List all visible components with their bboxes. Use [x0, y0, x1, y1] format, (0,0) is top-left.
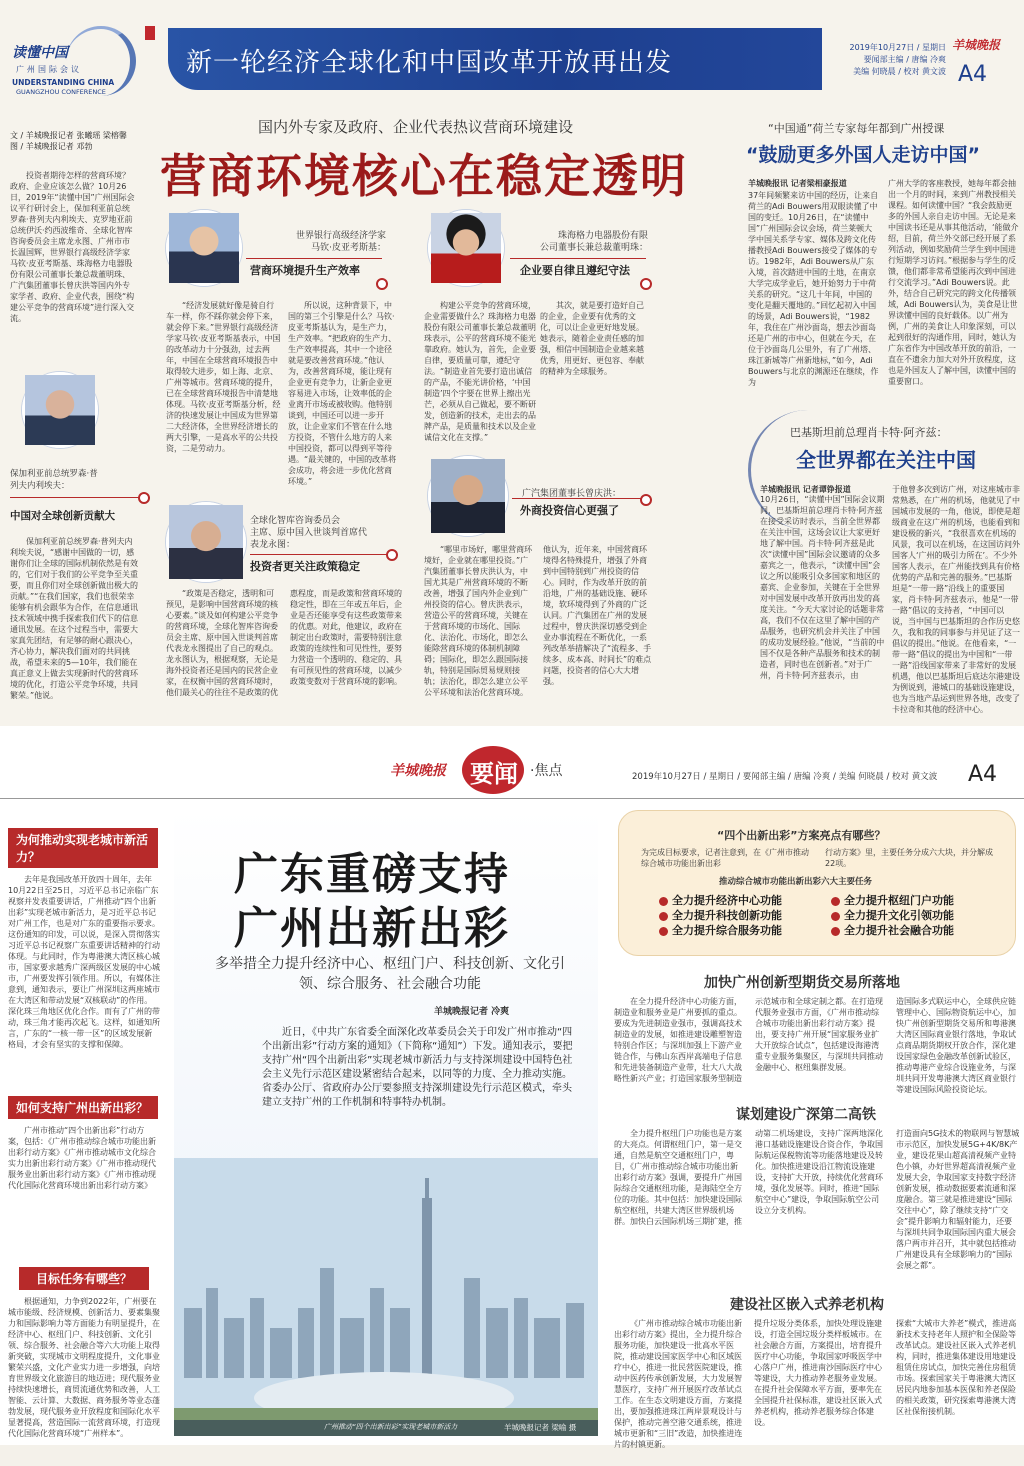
- speaker2-name: [508, 230, 648, 254]
- tower-top-icon: [425, 1178, 429, 1200]
- top-meta: [826, 42, 946, 78]
- banner-title: 新一轮经济全球化和中国改革开放再出发: [186, 48, 673, 78]
- top-byline-l2: 图 / 羊城晚报记者 邓勃: [10, 142, 93, 151]
- bullet-icon: [831, 897, 840, 906]
- speaker2-quote: 企业要自律且遵纪守法: [520, 264, 630, 277]
- speaker2-rule: [510, 258, 646, 259]
- sec2-title: 谋划建设广深第二高铁: [736, 1107, 876, 1123]
- top-meta-art: 美编 何晓晨 / 校对 黄文波: [853, 67, 946, 76]
- speaker1-quote: 营商环境提升生产效率: [250, 264, 360, 277]
- bullet-icon: [831, 927, 840, 936]
- top-col6: “哪里市场好，哪里营商环境好，企业就在哪里投资。”广汽集团董事长曾庆洪认为，中国尤其是广州营商环境的不断改善，增强了国内外企业到广州投资的信心。曾庆洪表示，营造公平的营商环境，关键在于营商环境的市场化、国际化、法治化、市场化，即怎么能除营商环境的体制机制障碍；国际化，即怎么跟国际接轨，特别是国际贸易规则接轨；法治化，即怎么建立公平公平环境和法治化营商环境。他认为，近年来，中国营商环境得名特殊提升，增强了外商到中国特别到广州投资的信心。同时，作为改革开放的前沿地，广州的基础设施、硬环境，软环境得到了外商的广泛认同。广汽集团在广州的发展过程中，曾庆洪深切感受到企业办事流程在不断优化，一系列改革举措解决了“流程多、手续多、成本高、时间长”的难点问题，投资者的信心大大增强。: [424, 545, 652, 697]
- speaker3-name-l2: 列夫内利埃夫：: [10, 481, 70, 491]
- speaker4-name-l1: 全球化智库咨询委员会: [250, 516, 341, 526]
- conference-logo: [6, 22, 156, 102]
- bullet-icon: [659, 897, 668, 906]
- bottom-subtitle: 多举措全力提升经济中心、枢纽门户、科技创新、文化引领、综合服务、社会融合功能: [215, 956, 565, 992]
- right-kicker: “中国通”荷兰专家每年都到广州授课: [768, 122, 945, 135]
- top-col4: 其次，就是要打造好自己的企业，企业要有优秀的文化，可以让企业更好地发展。她表示，随着企业责任感的加强，相信中国制造企业越来越优秀，用更好、更包容、奉献的精神为全球服务。: [540, 301, 644, 376]
- speaker4-face-icon: [169, 505, 243, 579]
- logo-en2: GUANGZHOU CONFERENCE: [16, 88, 106, 96]
- section-badge: [462, 746, 524, 794]
- highlights-a-right: 行动方案》里，主要任务分成六大块，并分解成22项。: [825, 848, 993, 868]
- sec3-text2: 提升垃圾分类体系，加快处理设施建设，打造全国垃圾分类样板城市。在社会融合方面，方案提出，培育提升医疗中心功能，争取国家呼吸医学中心落户广州，推进南沙国际医疗中心等建设，大力推动养老服务业发展。在提升社会保障水平方面，要率先在全国提升社保标准，建设社区嵌入式养老机构，推动养老服务综合体建设。: [754, 1319, 882, 1427]
- sidebar: [8, 828, 160, 1438]
- speaker3-quote: 中国对全球创新贡献大: [10, 510, 115, 522]
- right-byline: 羊城晚报讯 记者梁相豪报道: [748, 179, 847, 188]
- speaker4-name: [250, 515, 400, 551]
- sec3-title: 建设社区嵌入式养老机构: [730, 1297, 884, 1313]
- sec2-text: 全力提升枢纽门户功能也是方案的大亮点。何谓枢纽门户，第一是交通，自然是航空交通枢纽门户，粤目，《广州市推动综合城市功能出新出彩行动方案》强调，要提升广州国际综合交通枢纽功能，是海陆空全方位的功能。其中包括：加快建设国际航空枢纽，共建大湾区世界级机场群。加快白云国际机场三期扩建，推动第二机场建设，支持广深两地深化港口基础设施建设合资合作，争取国际航运保税物流等功能落地建设及转化。加快推进建设沿江物流设施建设，支持扩大开放，持续优化营商环境，强化发展等。同时，推进“国际航空中心”建设，争取国际航空公司设立分支机构。: [614, 1129, 883, 1226]
- logo-en1: UNDERSTANDING CHINA: [12, 78, 115, 87]
- top-col3: 构建公平竞争的营商环境，企业需要做什么？珠海格力电器股份有限公司董事长兼总裁董明珠表示，公平的营商环境不能光靠政府。她认为，首先，企业要自律，要质量可靠，遵纪守法。“制造业首先要打造出诚信的产品，不能光讲价格，‘中国制造’四个字要在世界上擦出光芒，必须从自己做起，要不断研发，创造新的技术，走出去的品牌产品，是质量和技术以及企业诚信文化在支撑。”: [424, 301, 536, 442]
- sidebar-text2: 广州市推动“四个出新出彩”行动方案，包括：《广州市推动综合城市功能出新出彩行动方案》《广州市推动城市文化综合实力出新出彩行动方案》《广州市推动现代服务业出新出彩行动方案》《广州市推动现代化国际化营商环境出新出彩行动方案》: [8, 1126, 156, 1190]
- task-text: 全力提升科技创新功能: [672, 909, 782, 922]
- speaker5-dot-icon: [640, 494, 652, 506]
- speaker3-name: [10, 468, 140, 492]
- speaker4-quote: 投资者更关注政策稳定: [250, 560, 360, 573]
- top-col2: 所以说，这种背景下，中国的第三个引擎是什么？马钦·皮亚考斯基认为，是生产力，生产效率。“把政府的生产力、生产效率提高，其中一个途径就是要改善营商环境。”他认为，改善营商环境，能让现有企业更有竞争力，让新企业更容易进入市场，让效率低的企业离开市场或被收购。他特别谈到，中国还可以进一步开放，让企业家们不管在什么地方投资，不管什么地方的人来中国投资，都可以得到平等待遇。“最关键的，中国的改革将会成功，将会进一步优化营商环境。”: [288, 301, 397, 486]
- top-byline: [10, 130, 160, 152]
- sec1-text2: 造国际多式联运中心，全球供应链管理中心、国际物资航运中心，加快广州创新型期货交易所和粤港澳大湾区国际商业银行落地，争取试点商品期货期权开放合作，深化建设国家绿色金融改革创新试验区，推动粤港产业综合设施业务，与深圳共同开发粤港澳大湾区商业银行等建设国际风险投资论坛。: [896, 997, 1016, 1094]
- speaker2-name-l1: 珠海格力电器股份有限: [557, 231, 648, 241]
- sidebar-head2: 如何支持广州出新出彩？: [8, 1096, 158, 1119]
- task-item: [659, 893, 827, 908]
- speaker3-name-l1: 保加利亚前总统罗森·普: [10, 469, 98, 479]
- top-meta-date: 2019年10月27日 / 星期日: [849, 43, 946, 52]
- sec2-text2: 打造面向5G技术的物联网与智慧城市示范区，加快发展5G+4K/8K产业，建设花果山超高清视频产业特色小镇，办好世界超高清视频产业发展大会，争取国家支持数字经济创新发展，推动数据要素流通和深度融合。第三就是推进建设“国际交往中心”，除了继续支持“广交会”提升影响力和辐射能力，还要与深圳共同争取国际国内重大展会落户两市并召开，其中就包括推动广州建设具有全球影响力的“国际会展之都”。: [896, 1129, 1020, 1270]
- right-kicker2: 巴基斯坦前总理肖卡特·阿齐兹：: [790, 426, 948, 439]
- highlights-task-title: 推动综合城市功能出新出彩六大主要任务: [719, 877, 873, 887]
- top-col5: “政策是否稳定，透明和可预见，是影响中国营商环境的核心要素。”谈及如何构建公平竞争的营商环境，全球化智库咨询委员会主席、原中国入世谈判首席代表龙永图提出了自己的观点。龙永图认为，根据观察，无论是海外投资者还是国内的民营企业家，在权衡中国的营商环境时，他们最关心的往往不是政策的优惠程度，而是政策和营商环境的稳定性，即在三年或五年后，企业是否还能享受有这些政策带来的优惠。对此，他建议，政府在制定出台政策时，需要特别注意政策的连续性和可见性性，要努力营造一个透明的、稳定的、具有可预见性的营商环境，以减少政策变数对于营商环境的影响。: [166, 589, 402, 697]
- speaker5-face-icon: [431, 459, 505, 533]
- speaker4-photo: [166, 502, 246, 582]
- task-item: [831, 908, 999, 923]
- speaker5-quote: 外商投资信心更强了: [520, 504, 619, 517]
- photo-caption: 广州推动“四个出新出彩”实现老城市新活力: [324, 1423, 458, 1431]
- logo-sub: 广州国际会议: [16, 65, 82, 74]
- top-subhead: 国内外专家及政府、企业代表热议营商环境建设: [258, 118, 574, 136]
- speaker1-name-l1: 世界银行高级经济学家: [295, 231, 386, 241]
- top-page: [0, 0, 1024, 726]
- right-text4: 于他曾多次到访广州，对这座城市非常熟悉，在广州的机场，他就见了中国城市发展的一角，他说，即使是超级商业在这广州的机场，也能看到和建设极的新兴，“我很喜欢在机场的风景，我可以在机场，在这国访问外国客人‘广州的吸引力所在’。不少外国客人表示，在广州能找到具有价格优势的产品和完善的服务。”巴基斯坦是“一带一路”沿线上的重要国家，肖卡特·阿齐兹表示，他是“一带一路”倡议的支持者，“中国可以说，当中国与巴基斯坦的合作历史悠久，我和我的同事参与并见证了这一倡议的提出。”他说。在他看来，“一带一路”倡议的提出为中国和“一带一路”沿线国家带来了非常好的发展机遇，他以巴基斯坦后底达尔港建设为例说到，港城口的基础设施建设，也为当地产品运到世界各地，改变了卡拉奇和其他的经济中心。: [892, 485, 1020, 714]
- bullet-icon: [659, 927, 668, 936]
- top-lead: 投资者期待怎样的营商环境？政府、企业应该怎么做？10月26日，2019年“读懂中国”广州国际会议平行研讨会上，保加利亚前总统罗森·普列夫内利埃夫、克罗地亚前总统伊沃·约西波维奇、全球化智库咨询委员会主席龙永图、广州市市长温国辉，世界银行高级经济学家马钦·皮亚考斯基、珠海格力电器股份有限公司董事长兼总裁董明珠、广汽集团董事长曾庆洪等国内外专家学者、政府、企业代表，围绕“构建公平竞争的营商环境”进行深入交流。: [10, 171, 135, 323]
- top-col1: “经济发展就好像是骑自行车一样，你不踩你就会停下来，就会停下来。”世界银行高级经济学家马钦·皮亚考斯基表示，中国的改革动力十分强劲，过去两年，中国在全球营商环境报告中取得较大进步，如上海、北京、广州等城市。营商环境的提升，已在全球营商环境报告中清楚地体现。马钦·皮亚考斯基分析，经济的快速发展让中国成为世界第二大经济体，全世界经济增长的两大引擎，一是高水平的公共投资，二是劳动力。: [166, 301, 281, 453]
- bottom-paper-logo: 羊城晚报: [390, 763, 446, 779]
- header-rule: [0, 798, 1024, 799]
- speaker5-photo: [428, 456, 508, 536]
- top-paper-logo: 羊城晚报: [952, 38, 1001, 52]
- highlights-box: [618, 810, 1016, 956]
- top-page-number: A4: [958, 62, 988, 87]
- sidebar-head3: 目标任务有哪些？: [19, 1267, 149, 1290]
- sec1-text: 在全力提升经济中心功能方面，制造业和服务业是广州要抓的重点。要成为先进制造业强市，强调高技术制造业的发展，如推进建设雕塑智造特别合作区；与深圳加强上下游产业链合作，与佛山东西岸高端电子信息和先进装备制造产业带，壮大八大战略性新兴产业；打造国家服务型制造示范城市和全球定制之都。在打造现代服务业强市方面，《广州市推动综合城市功能出新出彩行动方案》提出，要支持广州开展“国家服务业扩大开放综合试点”，包括建设海港湾重专业服务集聚区，与深圳共同推动金融中心、枢纽集群发展。: [614, 997, 883, 1083]
- banner: [168, 28, 822, 90]
- speaker4-name-l3: 表龙永图：: [250, 540, 296, 550]
- task-text: 全力提升文化引领功能: [844, 909, 954, 922]
- top-meta-editor: 要闻部主编 / 唐编 冷爽: [863, 55, 946, 64]
- speaker3-rule: [10, 497, 140, 498]
- bullet-icon: [831, 912, 840, 921]
- bottom-headline-l2: 广州出新出彩: [234, 903, 510, 954]
- highlights-a-left: 为完成目标要求，记者注意到，在《广州市推动综合城市功能出新出彩: [641, 848, 809, 868]
- task-text: 全力提升社会融合功能: [844, 924, 954, 937]
- right-title2: 全世界都在关注中国: [796, 448, 976, 472]
- speaker4-rule: [250, 554, 390, 555]
- bottom-lead: 近日，《中共广东省委全面深化改革委员会关于印发广州市推动“四个出新出彩”行动方案的通知》（下简称“通知”）下发。通知表示，要把支持广州“四个出新出彩”实现老城市新活力与支持深圳建设中国特色社会主义先行示范区建设紧密结合起来，以同等的力度、全力推动实施。省委办公厅、省政府办公厅要参照支持深圳建设先行示范区模式，牵头建立支持广州的工作机制和特事特办机制。: [262, 1027, 573, 1108]
- task-item: [659, 908, 827, 923]
- speaker1-name: [246, 230, 386, 254]
- task-list: [659, 893, 999, 938]
- speaker2-photo: [428, 210, 504, 286]
- speaker1-photo: [166, 210, 242, 286]
- sec3-text3: 探索“大城市大养老”模式，推进高新技术支持老年人照护和全保险等改革试点。建设社区嵌入式养老机构，同时，推进集体建设用地建设租赁住房试点，加快完善住房租赁市场。探索国家关于粤港澳大湾区居民内地参加基本医保和养老保险的相关政策，研究探索粤港澳大湾区社保衔接机制。: [896, 1319, 1017, 1416]
- top-headline: 营商环境核心在稳定透明: [160, 149, 688, 203]
- logo-cn: 读懂中国: [12, 45, 68, 61]
- section-small: ·焦点: [530, 763, 563, 779]
- sec3-text: 《广州市推动综合城市功能出新出彩行动方案》提出，全力提升综合服务功能，加快建设一批高水平医院，推动建设国家医学中心和区域医疗中心，推进一批民营医院建设，推动中医药传承创新发展，大力发展智慧医疗，支持广州开展医疗改革试点工作。在生态文明建设方面，方案提出，要加强推进珠江两岸景观设计与保护，推动完善空港交通系统，推进城市更新和“三旧”改造，加快推进连片的村镇更新。: [614, 1319, 743, 1449]
- speaker2-name-l2: 公司董事长兼总裁董明珠：: [539, 243, 648, 253]
- speaker5-rule: [512, 498, 648, 499]
- speaker1-dot-icon: [376, 278, 388, 290]
- task-item: [659, 923, 827, 938]
- task-text: 全力提升经济中心功能: [672, 894, 782, 907]
- speaker3-photo: [22, 372, 98, 448]
- speaker3-dot-icon: [138, 492, 150, 504]
- speaker4-name-l2: 主席、原中国入世谈判首席代: [250, 528, 368, 538]
- right-text3: 10月26日，“读懂中国”国际会议期间，巴基斯坦前总理肖卡特·阿齐兹在接受采访时表示，当前全世界都在关注中国，这场会议让大家更好地了解中国。肖卡特·阿齐兹是此次“读懂中国”国际会议邀请的众多嘉宾之一，他表示，“读懂中国”会议之所以能吸引众多国家和地区的嘉宾、企业参加，关键在于全世界对中国发展中改革开放再出发的高度关注。“今天大家讨论的话题非常高，我们不仅在这里了解中国的产品服务，也研究机会并关注了中国的成功发展经验。”他说，“当前的中国不仅是各种产品服务和技术的制造者，同时也在创新者。”对于广州，肖卡特·阿齐兹表示，由: [760, 495, 885, 680]
- bottom-page-number: A4: [968, 762, 998, 787]
- sec1-title: 加快广州创新型期货交易所落地: [704, 975, 900, 991]
- speaker1-rule: [246, 258, 382, 259]
- feature-panel: [174, 808, 598, 1436]
- right-text1: 37年间频繁来访中国的经历，让来自荷兰的Adi Bouwers用双眼读懂了中国的变迁。10月26日，在“读懂中国”广州国际会议会场，荷兰莱顿大学中国关系学专家、媒体及跨文化传播教授Adi Bouwers接受了媒体的专访。1982年，Adi Bouwers从广东入境，首次踏进中国的土地，在南京大学完成学业后，她开始努力于中荷关系的研究。“这几十年间，中国的变化是翻天覆地的。”回忆起初入中国的场景，Adi Bouwers说，“1982年，我住在广州沙面岛，想去沙面岛还是广州的市中心，但就在今天，在位于沙面岛几公里外，有了广州塔、珠江新城等广州新地标，”如今，Adi Bouwers与北京的渊源还在继续，作为: [748, 191, 879, 387]
- task-text: 全力提升综合服务功能: [672, 924, 782, 937]
- bottom-page: [0, 726, 1024, 1449]
- task-text: 全力提升枢纽门户功能: [844, 894, 954, 907]
- task-item: [831, 893, 999, 908]
- bottom-headline-l1: 广东重磅支持: [234, 849, 510, 900]
- speaker3-text: 保加利亚前总统罗森·普列夫内利埃夫说，“感谢中国做的一切，感谢你们让全球的国际机制依然是有效的，它们对于我们的公平竞争至关重要，而且你们对全球创新做出极大的贡献。”“在我们国家，我们也很荣幸能够有机会跟华为合作，在信息通讯技术领域中携手探索我们代下的信息通讯发展。在这个过程当中，需要大家真先团结，有足够的耐心跟决心，齐心协力，解决我们面对的共同挑战，希望未来的5—10年，我们能在真正意义上做去实现新时代的营商环境的优化，打造公平竞争环境，共同繁荣。”他说。: [10, 537, 138, 700]
- bottom-byline: 羊城晚报记者 冷爽: [434, 1007, 510, 1017]
- city-photo: [174, 1158, 598, 1436]
- bottom-meta: 2019年10月27日 / 星期日 / 要闻部主编 / 唐编 冷爽 / 美编 何晓晨 / 校对 黄文波: [632, 772, 938, 782]
- section-big: 要闻: [470, 760, 518, 788]
- speaker1-face-icon: [169, 213, 239, 283]
- speaker3-face-icon: [25, 375, 95, 445]
- speaker4-dot-icon: [386, 549, 398, 561]
- right-text2: 广州大学的客座教授，她每年都会抽出一个月的时间，来到广州教授相关课程。如何读懂中国？“我会鼓励更多的外国人亲自走访中国。无论是来中国读书还是从事其他活动，‘能做介绍，目前，荷兰外交部已经开展了系列活动，例如奖励荷兰学生到中国进行短期学习访问。”根据参与学生的反馈，他们都非常希望能再次到中国进行交流学习。”Adi Bouwers说。此外，结合自己研究完的跨文化传播领域，Adi Bouwers认为，美食是让世界读懂中国的良好载体。以广州为例，广州的美食让人印象深刻，可以起到很好的沟通作用，同时，她认为广东省作为中国改革开放的前沿，一直在不遗余力加大对外开放程度，这也是外国友人了解中国，读懂中国的重要窗口。: [888, 179, 1019, 386]
- sidebar-text1: 去年是我国改革开放四十周年，去年10月22日至25日，习近平总书记亲临广东视察并发表重要讲话，广州推动“四个出新出彩”实现老城市新活力，是习近平总书记对广州工作，也是对广东的重要指示要求。这份通知的印发，可以说，是深入贯彻落实习近平总书记视察广东重要讲话精神的行动体现。与此同时，作为粤港澳大湾区核心城市，国家要求越秀广深两级区发展的中心城市，广州要发挥引领作用。所以，有媒体注意到，通知表示，要让广州深圳这两座城市在大湾区和带动发展“双核联动”的作用。深化珠三角地区优化合作。而有了广州的带动，珠三角才能再次起飞。这样，如通知所言，广东的“一核一带一区”的区域发展新格局，才会有坚实的支撑和保障。: [8, 875, 160, 1049]
- photo-credit: 羊城晚报记者 梁喻 摄: [504, 1423, 577, 1432]
- right-title: “鼓励更多外国人走访中国”: [746, 144, 980, 166]
- task-item: [831, 923, 999, 938]
- highlights-q: “四个出新出彩”方案亮点有哪些？: [717, 829, 886, 842]
- red-seal-icon: [145, 26, 155, 40]
- top-byline-l1: 文 / 羊城晚报记者 张曦瑶 梁榕馨: [10, 131, 127, 140]
- right-byline2: 羊城晚报讯 记者谭铮报道: [760, 485, 851, 494]
- speaker1-name-l2: 马钦·皮亚考斯基：: [311, 243, 386, 253]
- speaker5-name: 广汽集团董事长曾庆洪：: [522, 489, 622, 499]
- tower-icon: [422, 1198, 432, 1378]
- bullet-icon: [659, 912, 668, 921]
- speaker2-face-icon: [431, 213, 501, 283]
- speaker2-dot-icon: [640, 278, 652, 290]
- sidebar-text3: 根据通知，力争到2022年，广州要在城市能级、经济规模、创新活力、要素集聚力和国际影响力等方面能力有明显提升，在经济中心、枢纽门户、科技创新、文化引领、综合服务、社会融合等六大功能上取得新突破，实现城市文明程度提升，文化事业繁荣兴盛，文化产业实力进一步增强，向培育世界级文化旅游目的地迈进；现代服务业持续快速增长，商贸流通优势和改善，人工智能、云计算、大数据、商务服务等业态蓬勃发展，现代服务业开放程度和国际化水平显著提高，营造国际一流营商环境，打造现代化国际化营商环境“广州样本”。: [8, 1297, 160, 1438]
- sidebar-head1: 为何推动实现老城市新活力？: [8, 828, 158, 868]
